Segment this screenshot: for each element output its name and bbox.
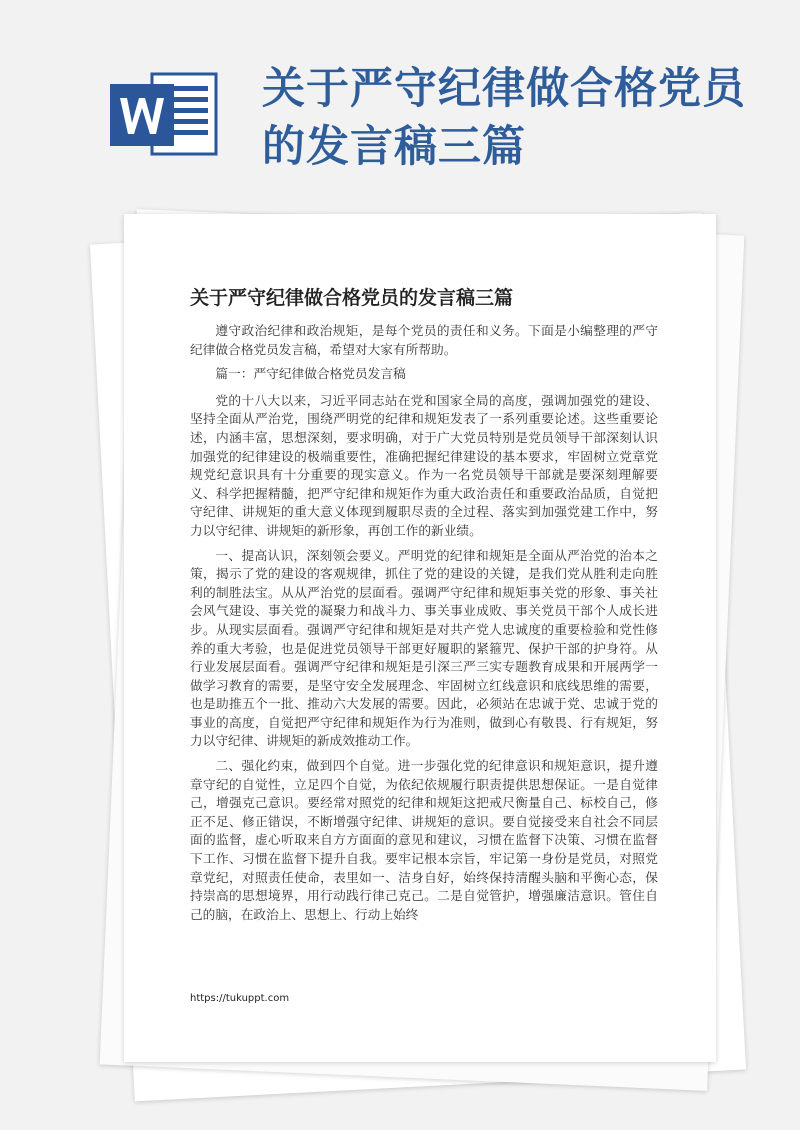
intro-paragraph: 遵守政治纪律和政治规矩，是每个党员的责任和义务。下面是小编整理的严守纪律做合格党员发言稿，希望对大家有所帮助。	[190, 323, 658, 357]
document-body	[190, 322, 658, 930]
body-paragraph: 党的十八大以来，习近平同志站在党和国家全局的高度，强调加强党的建设、坚持全面从严治党，围绕严明党的纪律和规矩发表了一系列重要论述。这些重要论述，内涵丰富，思想深刻，要求明确，对于广大党员特别是党员领导干部深刻认识加强党的纪律建设的极端重要性，准确把握纪律建设的基本要求，牢固树立党章党规党纪意识具有十分重要的现实意义。作为一名党员领导干部就是要深刻理解要义、科学把握精髓，把严守纪律和规矩作为重大政治责任和重要政治品质，自觉把守纪律、讲规矩的重大意义体现到履职尽责的全过程、落实到加强党建工作中，努力以守纪律、讲规矩的新形象，再创工作的新业绩。	[190, 392, 658, 538]
document-title: 关于严守纪律做合格党员的发言稿三篇	[190, 287, 514, 309]
section-heading: 篇一：严守纪律做合格党员发言稿	[215, 366, 406, 382]
word-document-icon	[108, 70, 220, 158]
body-paragraph: 二、强化约束，做到四个自觉。进一步强化党的纪律意识和规矩意识，提升遵章守纪的自觉性，立足四个自觉，为依纪依规履行职责提供思想保证。一是自觉律己，增强克己意识。要经常对照党的纪律和规矩这把戒尺衡量自己、标校自己，修正不足、修正错误，不断增强守纪律、讲规矩的意识。要自觉接受来自社会不同层面的监督，虚心听取来自方方面面的意见和建议，习惯在监督下决策、习惯在监督下工作、习惯在监督下提升自我。要牢记根本宗旨，牢记第一身份是党员，对照党章党纪，对照责任使命，表里如一、洁身自好，始终保持清醒头脑和平衡心态，保持崇高的思想境界，用行动践行律己克己。二是自觉管护，增强廉洁意识。管住自己的脑，在政治上、思想上、行动上始终	[190, 758, 658, 922]
body-paragraph: 一、提高认识，深刻领会要义。严明党的纪律和规矩是全面从严治党的治本之策，揭示了党的建设的客观规律，抓住了党的建设的关键，是我们党从胜利走向胜利的制胜法宝。从从严治党的层面看。强调严守纪律和规矩事关党的形象、事关社会风气建设、事关党的凝聚力和战斗力、事关事业成败、事关党员干部个人成长进步。从现实层面看。强调严守纪律和规矩是对共产党人忠诚度的重要检验和党性修养的重大考验，也是促进党员领导干部更好履职的紧箍咒、保护干部的护身符。从行业发展层面看。强调严守纪律和规矩是引深三严三实专题教育成果和开展两学一做学习教育的需要，是坚守安全发展理念、牢固树立红线意识和底线思维的需要，也是助推五个一批、推动六大发展的需要。因此，必须站在忠诚于党、忠诚于党的事业的高度，自觉把严守纪律和规矩作为行为准则，做到心有敬畏、行有规矩，努力以守纪律、讲规矩的新成效推动工作。	[190, 547, 658, 749]
header-title: 关于严守纪律做合格党员的发言稿三篇	[262, 64, 746, 172]
footer-url: https://tukuppt.com	[190, 993, 290, 1004]
